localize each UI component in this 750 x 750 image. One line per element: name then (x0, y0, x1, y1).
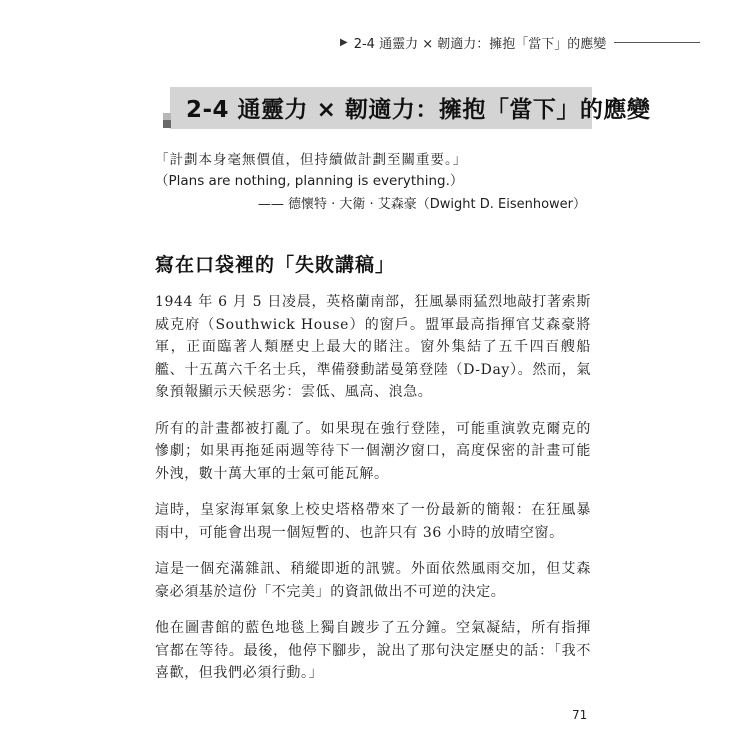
running-header-title: 2-4 通靈力 × 韌適力：擁抱「當下」的應變 (353, 36, 607, 52)
epigraph-quote-english: （Plans are nothing, planning is everything.） (155, 173, 464, 189)
title-accent-light-square (163, 113, 171, 120)
page-number: 71 (572, 708, 588, 722)
paragraph: 這時，皇家海軍氣象上校史塔格帶來了一份最新的簡報：在狂風暴雨中，可能會出現一個短暫的、也許只有 36 小時的放晴空窗。 (155, 502, 591, 541)
title-accent-dark-square (163, 120, 171, 128)
paragraph: 1944 年 6 月 5 日凌晨，英格蘭南部，狂風暴雨猛烈地敲打著索斯威克府（Southwick House）的窗戶。盟軍最高指揮官艾森豪將軍，正面臨著人類歷史上最大的賭注。窗外集結了五千四百艘船艦、十五萬六千名士兵，準備發動諾曼第登陸（D-Day）。然而，氣象預報顯示天候惡劣：雲低、風高、浪急。 (155, 294, 591, 400)
epigraph-quote-chinese: 「計劃本身毫無價值，但持續做計劃至關重要。」 (155, 152, 468, 168)
running-header-rule (614, 42, 700, 43)
triangle-marker-icon: ▶ (340, 36, 348, 48)
paragraph: 這是一個充滿雜訊、稍縱即逝的訊號。外面依然風雨交加，但艾森豪必須基於這份「不完美」的資訊做出不可逆的決定。 (155, 561, 591, 600)
epigraph-attribution: —— 德懷特 · 大衛 · 艾森豪（Dwight D. Eisenhower） (257, 197, 586, 212)
section-title: 2-4 通靈力 × 韌適力：擁抱「當下」的應變 (186, 97, 651, 123)
body-text (155, 291, 591, 699)
subheading: 寫在口袋裡的「失敗講稿」 (155, 254, 396, 276)
running-header (340, 33, 700, 51)
paragraph: 他在圖書館的藍色地毯上獨自踱步了五分鐘。空氣凝結，所有指揮官都在等待。最後，他停下腳步，說出了那句決定歷史的話：「我不喜歡，但我們必須行動。」 (155, 620, 591, 681)
paragraph: 所有的計畫都被打亂了。如果現在強行登陸，可能重演敦克爾克的慘劇；如果再拖延兩週等待下一個潮汐窗口，高度保密的計畫可能外洩，數十萬大軍的士氣可能瓦解。 (155, 420, 591, 482)
